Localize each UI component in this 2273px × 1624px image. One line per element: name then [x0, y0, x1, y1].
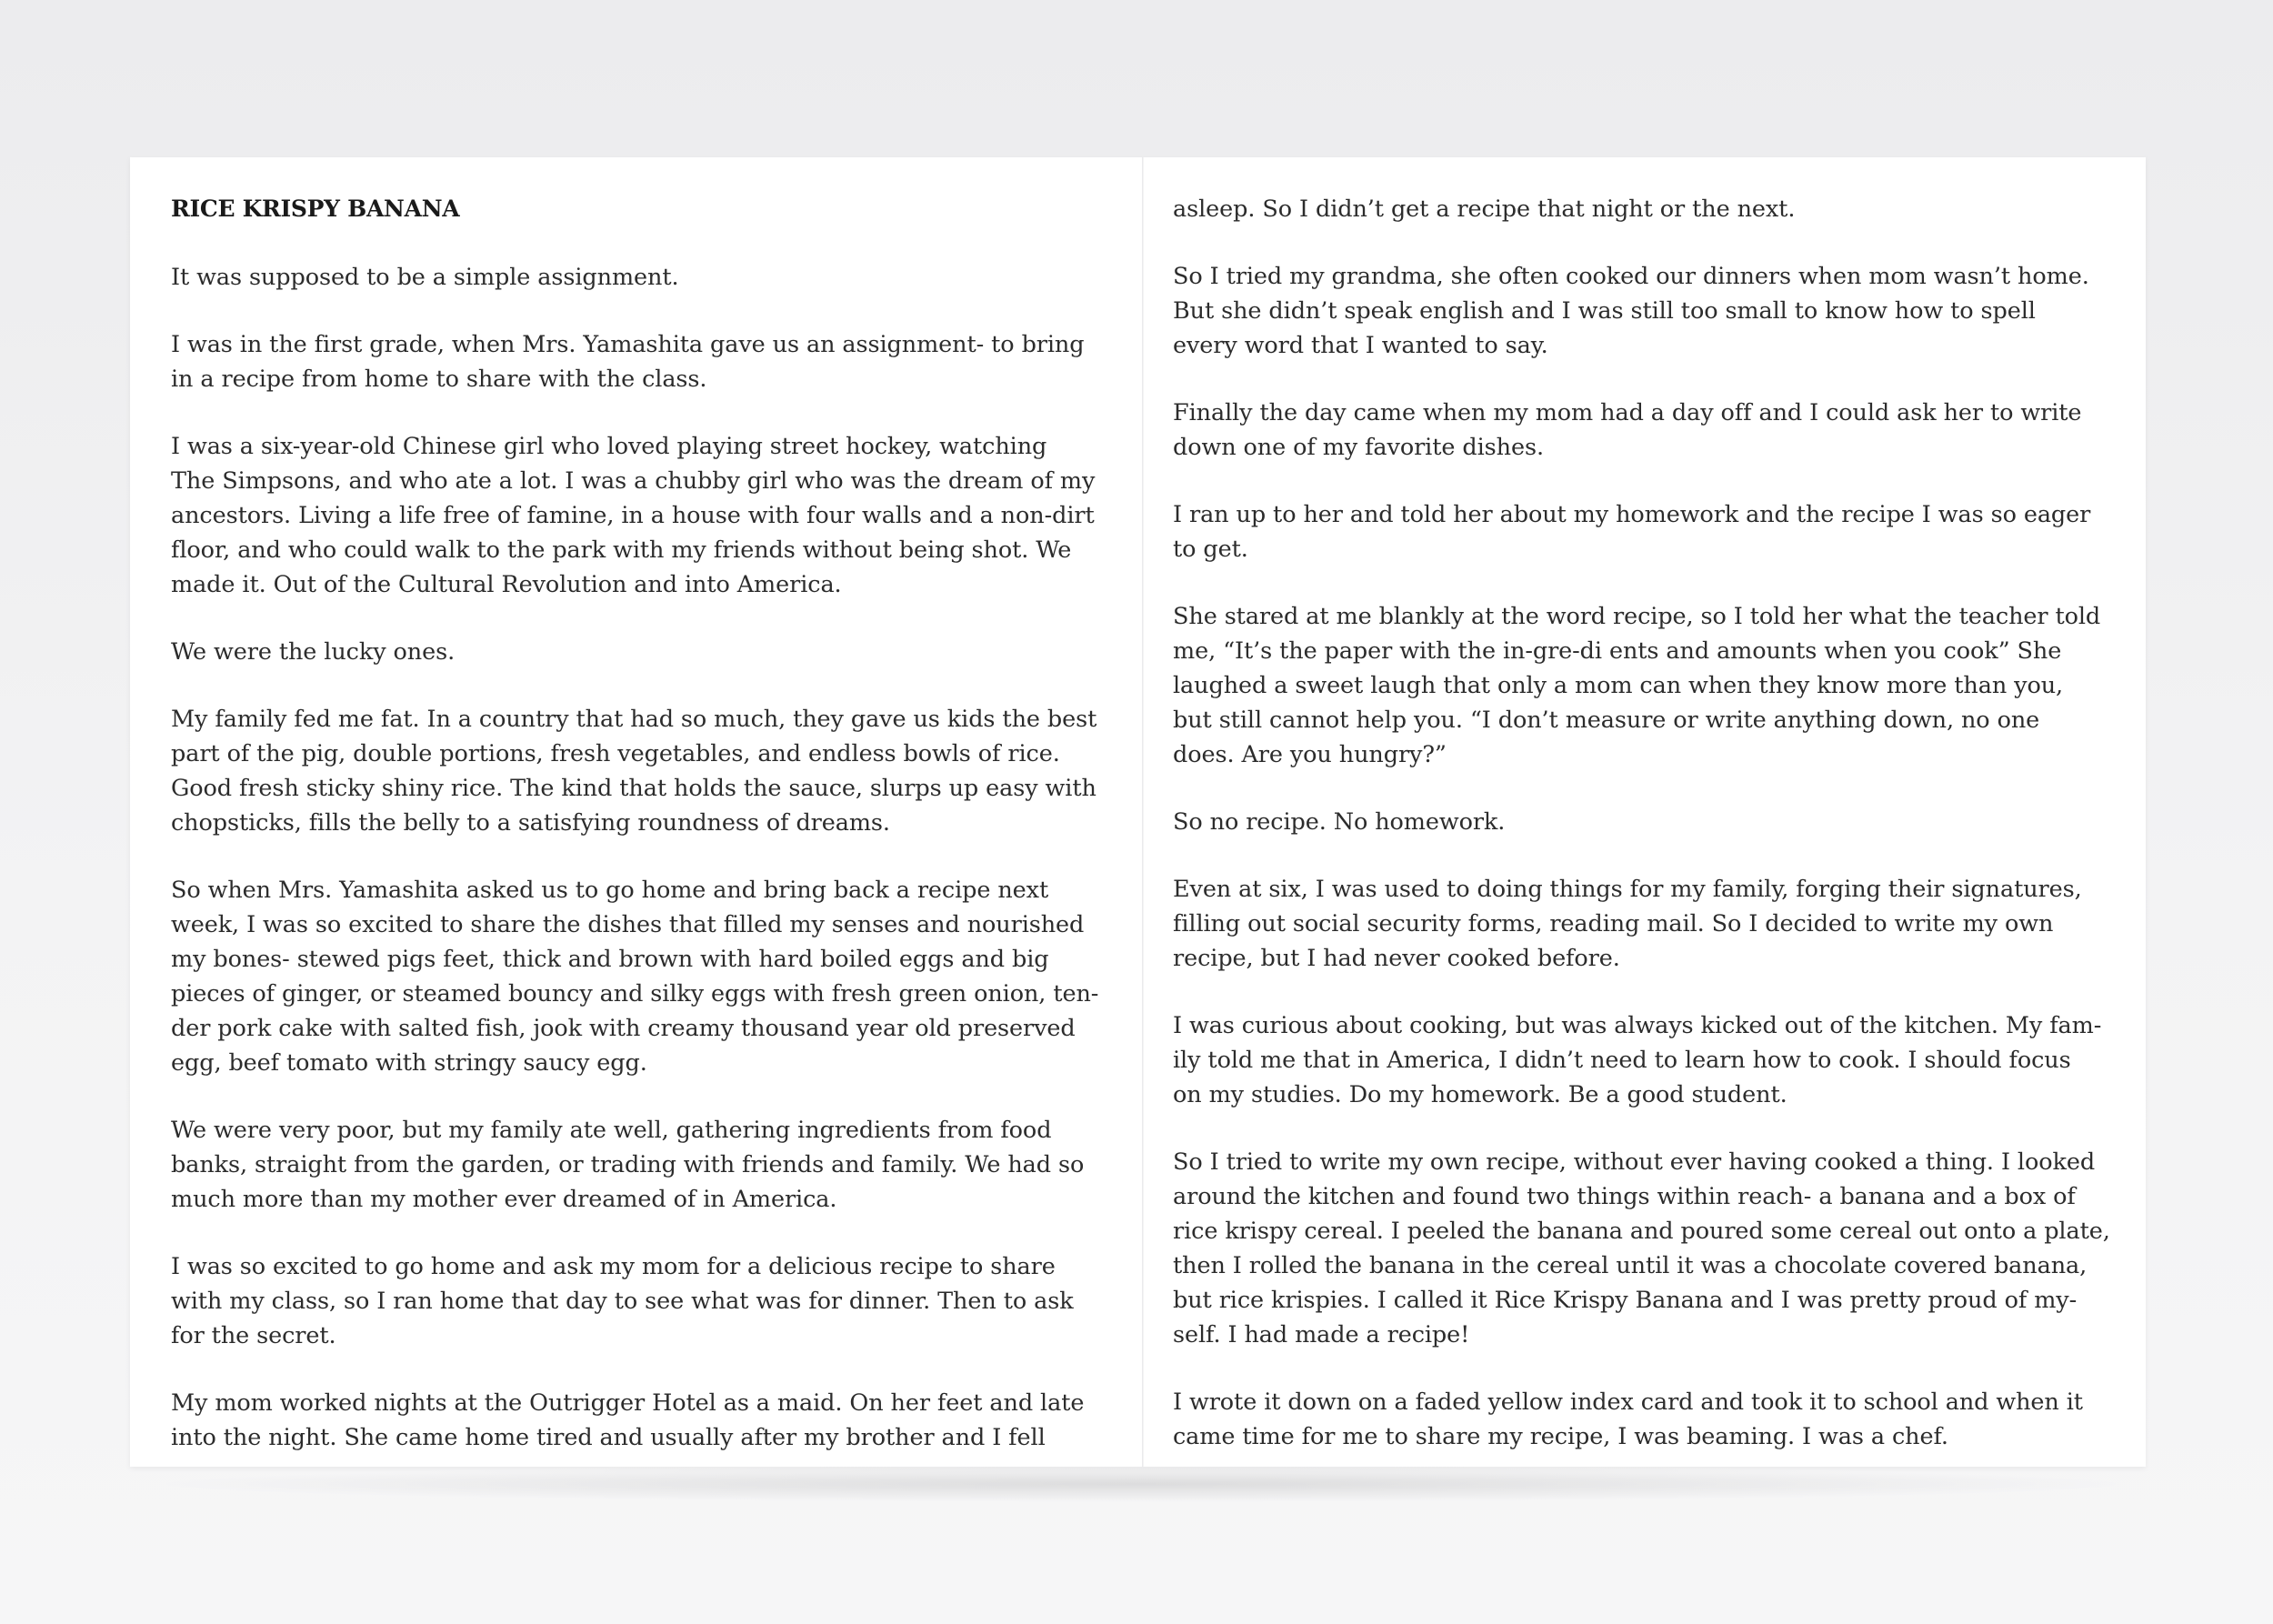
text-line: der pork cake with salted fish, jook with creamy thousand year old preserved: [171, 1015, 1076, 1042]
right-page: [1173, 192, 2128, 1487]
story-title: RICE KRISPY BANANA: [171, 195, 460, 222]
paragraph: [171, 702, 1121, 840]
paragraph: [1173, 259, 2128, 363]
paragraph: [171, 635, 1121, 669]
text-line: My family fed me fat. In a country that had so much, they gave us kids the best: [171, 706, 1097, 733]
text-line: I was a six-year-old Chinese girl who loved playing street hockey, watching: [171, 433, 1047, 460]
paragraph: [171, 327, 1121, 396]
right-page-body: [1173, 192, 2128, 1454]
center-fold: [1142, 157, 1144, 1467]
text-line: We were very poor, but my family ate well, gathering ingredients from food: [171, 1117, 1052, 1144]
text-line: recipe, but I had never cooked before.: [1173, 945, 1620, 972]
text-line: much more than my mother ever dreamed of in America.: [171, 1186, 837, 1213]
text-line: every word that I wanted to say.: [1173, 332, 1548, 359]
text-line: on my studies. Do my homework. Be a good student.: [1173, 1081, 1787, 1108]
paragraph: [1173, 1385, 2128, 1454]
text-line: me, “It’s the paper with the in-gre-di ents and amounts when you cook” She: [1173, 637, 2062, 665]
text-line: I ran up to her and told her about my homework and the recipe I was so eager: [1173, 501, 2091, 528]
text-line: made it. Out of the Cultural Revolution and into America.: [171, 571, 842, 598]
text-line: pieces of ginger, or steamed bouncy and silky eggs with fresh green onion, ten-: [171, 980, 1099, 1007]
paragraph: [171, 1386, 1121, 1455]
text-line: ily told me that in America, I didn’t need to learn how to cook. I should focus: [1173, 1047, 2071, 1074]
text-line: But she didn’t speak english and I was still too small to know how to spell: [1173, 297, 2036, 325]
text-line: So when Mrs. Yamashita asked us to go home and bring back a recipe next: [171, 877, 1049, 904]
paragraph: [1173, 396, 2128, 465]
text-line: So I tried my grandma, she often cooked our dinners when mom wasn’t home.: [1173, 263, 2089, 290]
text-line: It was supposed to be a simple assignment.: [171, 264, 679, 291]
text-line: She stared at me blankly at the word recipe, so I told her what the teacher told: [1173, 603, 2101, 630]
text-line: then I rolled the banana in the cereal until it was a chocolate covered banana,: [1173, 1252, 2088, 1279]
text-line: I was in the first grade, when Mrs. Yamashita gave us an assignment- to bring: [171, 331, 1085, 358]
paragraph: [1173, 872, 2128, 976]
text-line: into the night. She came home tired and usually after my brother and I fell: [171, 1424, 1046, 1451]
paragraph: [171, 260, 1121, 295]
paragraph: [1173, 1008, 2128, 1112]
text-line: Finally the day came when my mom had a day off and I could ask her to write: [1173, 399, 2082, 426]
text-line: my bones- stewed pigs feet, thick and brown with hard boiled eggs and big: [171, 946, 1049, 973]
text-line: week, I was so excited to share the dishes that filled my senses and nourished: [171, 911, 1085, 938]
printed-sheet: [130, 157, 2146, 1467]
text-line: I wrote it down on a faded yellow index card and took it to school and when it: [1173, 1388, 2083, 1416]
text-line: banks, straight from the garden, or trading with friends and family. We had so: [171, 1151, 1085, 1178]
text-line: self. I had made a recipe!: [1173, 1321, 1470, 1348]
paragraph: [171, 1113, 1121, 1217]
paragraph: [1173, 805, 2128, 839]
text-line: but still cannot help you. “I don’t measure or write anything down, no one: [1173, 707, 2040, 734]
text-line: came time for me to share my recipe, I was beaming. I was a chef.: [1173, 1423, 1948, 1450]
paragraph: [1173, 192, 2128, 226]
text-line: asleep. So I didn’t get a recipe that night or the next.: [1173, 195, 1796, 223]
paragraph: [171, 1249, 1121, 1353]
text-line: Good fresh sticky shiny rice. The kind that holds the sauce, slurps up easy with: [171, 775, 1096, 802]
paragraph: [171, 429, 1121, 602]
text-line: egg, beef tomato with stringy saucy egg.: [171, 1049, 647, 1077]
text-line: The Simpsons, and who ate a lot. I was a chubby girl who was the dream of my: [171, 467, 1096, 495]
text-line: I was curious about cooking, but was always kicked out of the kitchen. My fam-: [1173, 1012, 2102, 1039]
text-line: Even at six, I was used to doing things for my family, forging their signatures,: [1173, 876, 2082, 903]
paragraph: [1173, 1145, 2128, 1352]
text-line: So no recipe. No homework.: [1173, 808, 1506, 836]
text-line: with my class, so I ran home that day to see what was for dinner. Then to ask: [171, 1288, 1074, 1315]
left-page: [171, 192, 1121, 1488]
text-line: We were the lucky ones.: [171, 638, 456, 666]
text-line: down one of my favorite dishes.: [1173, 434, 1544, 461]
text-line: but rice krispies. I called it Rice Krispy Banana and I was pretty proud of my-: [1173, 1287, 2078, 1314]
text-line: for the secret.: [171, 1322, 336, 1349]
paragraph: [1173, 599, 2128, 772]
text-line: filling out social security forms, reading mail. So I decided to write my own: [1173, 910, 2054, 937]
left-page-body: [171, 260, 1121, 1455]
text-line: around the kitchen and found two things within reach- a banana and a box of: [1173, 1183, 2076, 1210]
paragraph: [1173, 497, 2128, 566]
text-line: My mom worked nights at the Outrigger Hotel as a maid. On her feet and late: [171, 1389, 1085, 1417]
text-line: chopsticks, fills the belly to a satisfying roundness of dreams.: [171, 809, 890, 837]
text-line: So I tried to write my own recipe, without ever having cooked a thing. I looked: [1173, 1148, 2096, 1176]
paragraph: [171, 873, 1121, 1080]
text-line: floor, and who could walk to the park with my friends without being shot. We: [171, 536, 1072, 564]
text-line: in a recipe from home to share with the class.: [171, 366, 707, 393]
text-line: part of the pig, double portions, fresh vegetables, and endless bowls of rice.: [171, 740, 1060, 767]
text-line: to get.: [1173, 536, 1248, 563]
text-line: ancestors. Living a life free of famine, in a house with four walls and a non-dirt: [171, 502, 1095, 529]
text-line: rice krispy cereal. I peeled the banana and poured some cereal out onto a plate,: [1173, 1218, 2110, 1245]
text-line: does. Are you hungry?”: [1173, 741, 1447, 768]
text-line: laughed a sweet laugh that only a mom can when they know more than you,: [1173, 672, 2064, 699]
text-line: I was so excited to go home and ask my mom for a delicious recipe to share: [171, 1253, 1056, 1280]
